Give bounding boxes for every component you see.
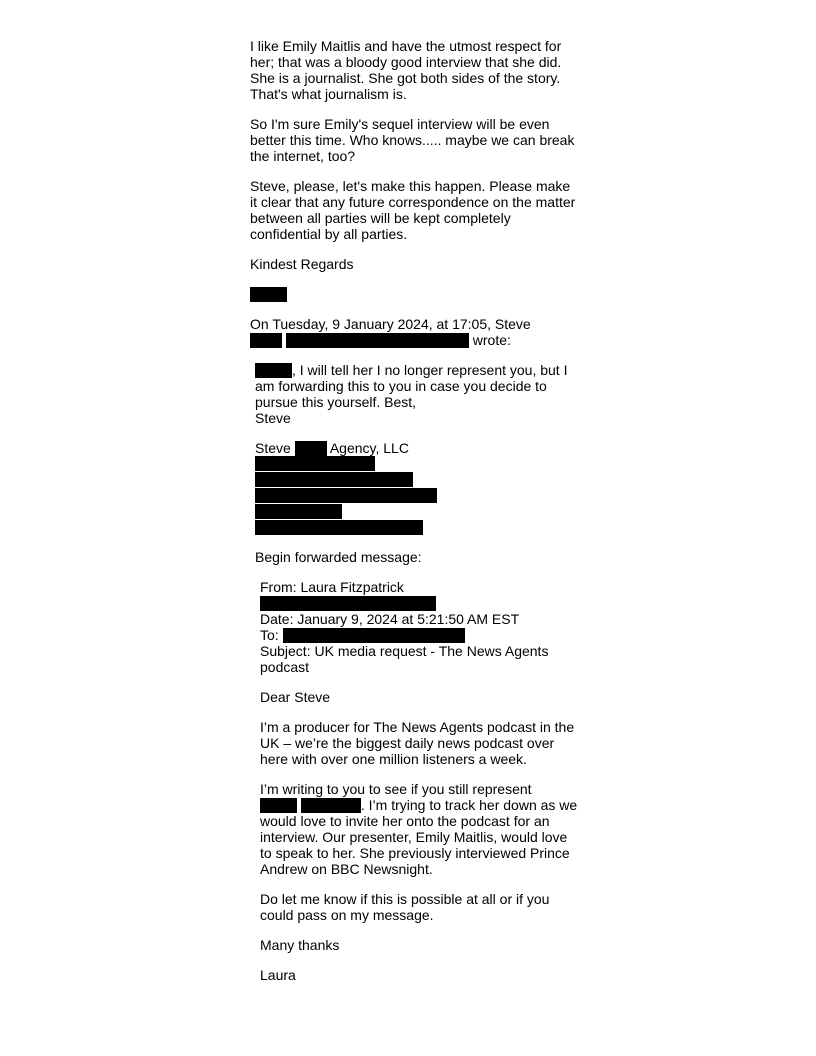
body-paragraph: Do let me know if this is possible at all or if you could pass on my message. — [260, 891, 550, 923]
steve-message — [255, 362, 580, 426]
sender-name: Laura — [260, 967, 296, 983]
body-paragraph: I like Emily Maitlis and have the utmost respect for her; that was a bloody good interview that she did. She is a journalist. She got both sides of the story. That's what journalism is. — [250, 38, 562, 102]
signature-redaction — [250, 286, 580, 302]
email-document — [250, 38, 580, 997]
redaction-bar — [260, 596, 436, 611]
steve-message-text: , I will tell her I no longer represent you, but I am forwarding this to you in case you decide to pursue this yourself. Best, — [255, 362, 568, 410]
body-paragraph: So I'm sure Emily's sequel interview will be even better this time. Who knows..... maybe we can break the internet, too? — [250, 116, 575, 164]
steve-signoff: Steve — [255, 410, 291, 426]
reply-header-wrote: wrote: — [472, 332, 511, 348]
redaction-bar — [250, 333, 282, 348]
closing-line: Kindest Regards — [250, 256, 354, 272]
greeting: Dear Steve — [260, 689, 331, 705]
redaction-bar — [295, 441, 327, 456]
header-subject: Subject: UK media request - The News Agents podcast — [260, 643, 549, 675]
redaction-bar — [255, 504, 342, 519]
redaction-bar — [255, 363, 292, 378]
forwarded-headers — [260, 579, 580, 675]
redaction-bar — [260, 798, 297, 813]
header-to-label: To: — [260, 627, 279, 643]
signature-agency: Steve Agency, LLC — [255, 440, 409, 456]
forwarded-label: Begin forwarded message: — [255, 549, 422, 565]
header-date: Date: January 9, 2024 at 5:21:50 AM EST — [260, 611, 520, 627]
redaction-bar — [301, 798, 361, 813]
body-paragraph: I’m writing to you to see if you still represent . I’m trying to track her down as we would love to invite her onto the podcast for an interview. Our presenter, Emily Maitlis, would love to speak to her. She previously interviewed Prince Andrew on BBC Newsnight. — [260, 781, 578, 877]
header-from: From: Laura Fitzpatrick — [260, 579, 404, 595]
body-paragraph: I’m a producer for The News Agents podcast in the UK – we’re the biggest daily news podcast over here with over one million listeners a week. — [260, 719, 575, 767]
thanks-line: Many thanks — [260, 937, 340, 953]
redaction-bar — [286, 333, 469, 348]
quoted-message — [255, 362, 580, 983]
redaction-bar — [255, 456, 375, 471]
redaction-bar — [283, 628, 465, 643]
redaction-bar — [255, 520, 423, 535]
reply-header — [250, 316, 580, 348]
forwarded-message — [260, 579, 580, 983]
redaction-bar — [250, 287, 287, 302]
reply-header-text: On Tuesday, 9 January 2024, at 17:05, Steve — [250, 316, 531, 332]
body-paragraph: Steve, please, let's make this happen. Please make it clear that any future correspondence on the matter between all parties will be kept completely confidential by all parties. — [250, 178, 576, 242]
redaction-bar — [255, 488, 437, 503]
redaction-bar — [255, 472, 413, 487]
steve-signature — [255, 440, 580, 535]
